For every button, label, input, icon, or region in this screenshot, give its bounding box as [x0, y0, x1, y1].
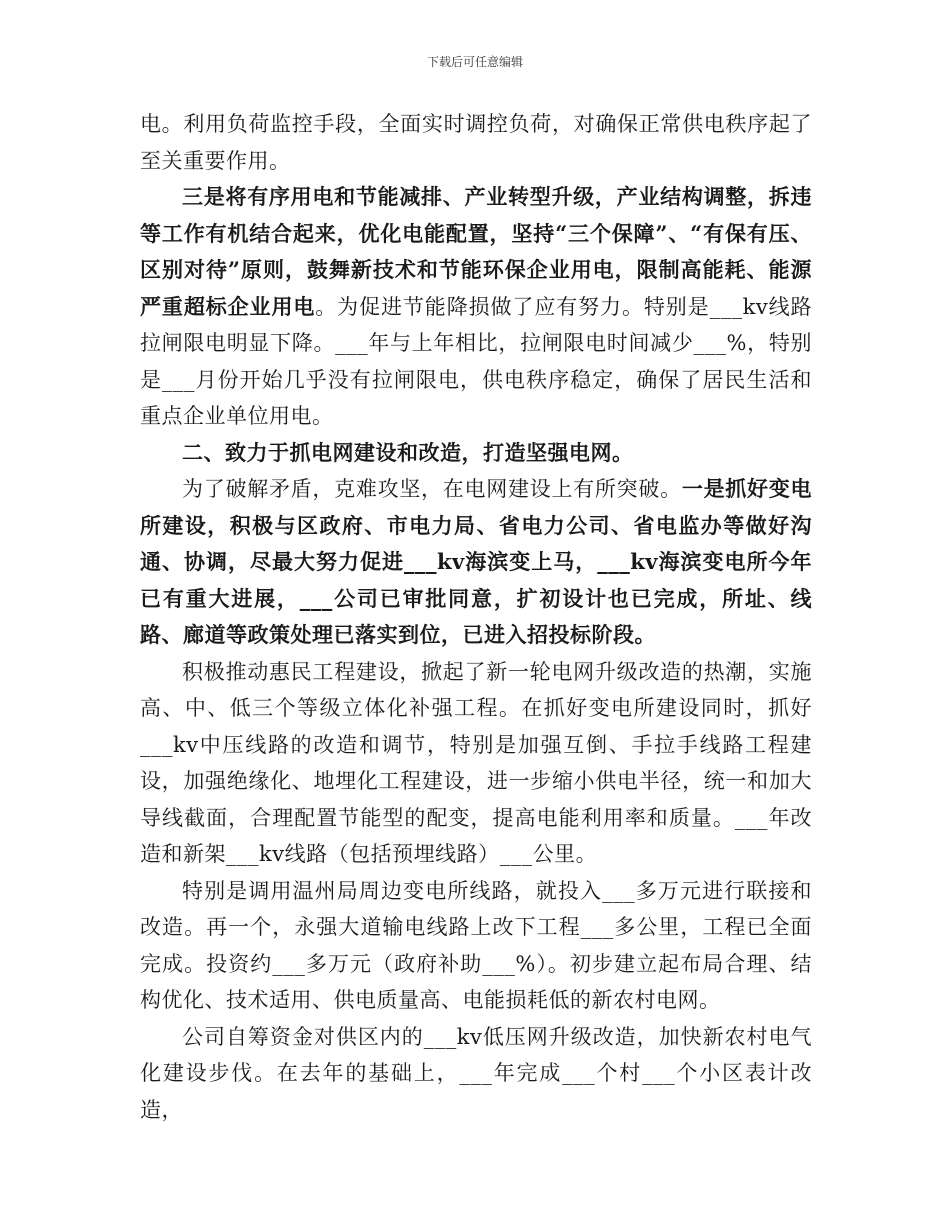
text-run: 。为促进节能降损做了应有努力。特别是___kv线路拉闸限电明显下降。___年与上年相比，拉闸限电时间减少___%，特别是___月份开始几乎没有拉闸限电，供电秩序稳定，确保了居民生活和重点企业单位用电。 — [140, 294, 812, 428]
paragraph — [140, 179, 812, 435]
section-heading — [140, 435, 812, 472]
paragraph — [140, 873, 812, 1019]
bold-text-run: 二、致力于抓电网建设和改造，打造坚强电网。 — [182, 439, 634, 465]
document-body — [140, 106, 812, 1128]
paragraph — [140, 106, 812, 179]
text-run: 电。利用负荷监控手段，全面实时调控负荷，对确保正常供电秩序起了至关重要作用。 — [140, 112, 812, 173]
text-run: 为了破解矛盾，克难攻坚，在电网建设上有所突破。 — [182, 477, 682, 501]
paragraph — [140, 654, 812, 873]
text-run: 公司自筹资金对供区内的___kv低压网升级改造，加快新农村电气化建设步伐。在去年的基础上，___年完成___个村___个小区表计改造， — [140, 1024, 812, 1122]
page-header: 下载后可任意编辑 — [426, 55, 523, 69]
text-run: 积极推动惠民工程建设，掀起了新一轮电网升级改造的热潮，实施高、中、低三个等级立体化补强工程。在抓好变电所建设同时，抓好___kv中压线路的改造和调节，特别是加强互倒、手拉手线路工程建设，加强绝缘化、地埋化工程建设，进一步缩小供电半径，统一和加大导线截面，合理配置节能型的配变，提高电能利用率和质量。___年改造和新架___kv线路（包括预埋线路）___公里。 — [140, 659, 812, 866]
paragraph — [140, 471, 812, 654]
text-run: 特别是调用温州局周边变电所线路，就投入___多万元进行联接和改造。再一个，永强大道输电线路上改下工程___多公里，工程已全面完成。投资约___多万元（政府补助___%）。初步建立起布局合理、结构优化、技术适用、供电质量高、电能损耗低的新农村电网。 — [140, 878, 812, 1012]
paragraph — [140, 1019, 812, 1129]
bold-text-run: 三是将有序用电和节能减排、产业转型升级，产业结构调整，拆违等工作有机结合起来，优化电能配置，坚持“三个保障”、“有保有压、区别对待”原则，鼓舞新技术和节能环保企业用电，限制高能耗、能源严重超标企业用电 — [140, 184, 812, 319]
bold-text-run: 一是抓好变电所建设，积极与区政府、市电力局、省电力公司、省电监办等做好沟通、协调，尽最大努力促进___kv海滨变上马，___kv海滨变电所今年已有重大进展，___公司已审批同意，扩初设计也已完成，所址、线路、廊道等政策处理已落实到位，已进入招投标阶段。 — [140, 476, 813, 647]
